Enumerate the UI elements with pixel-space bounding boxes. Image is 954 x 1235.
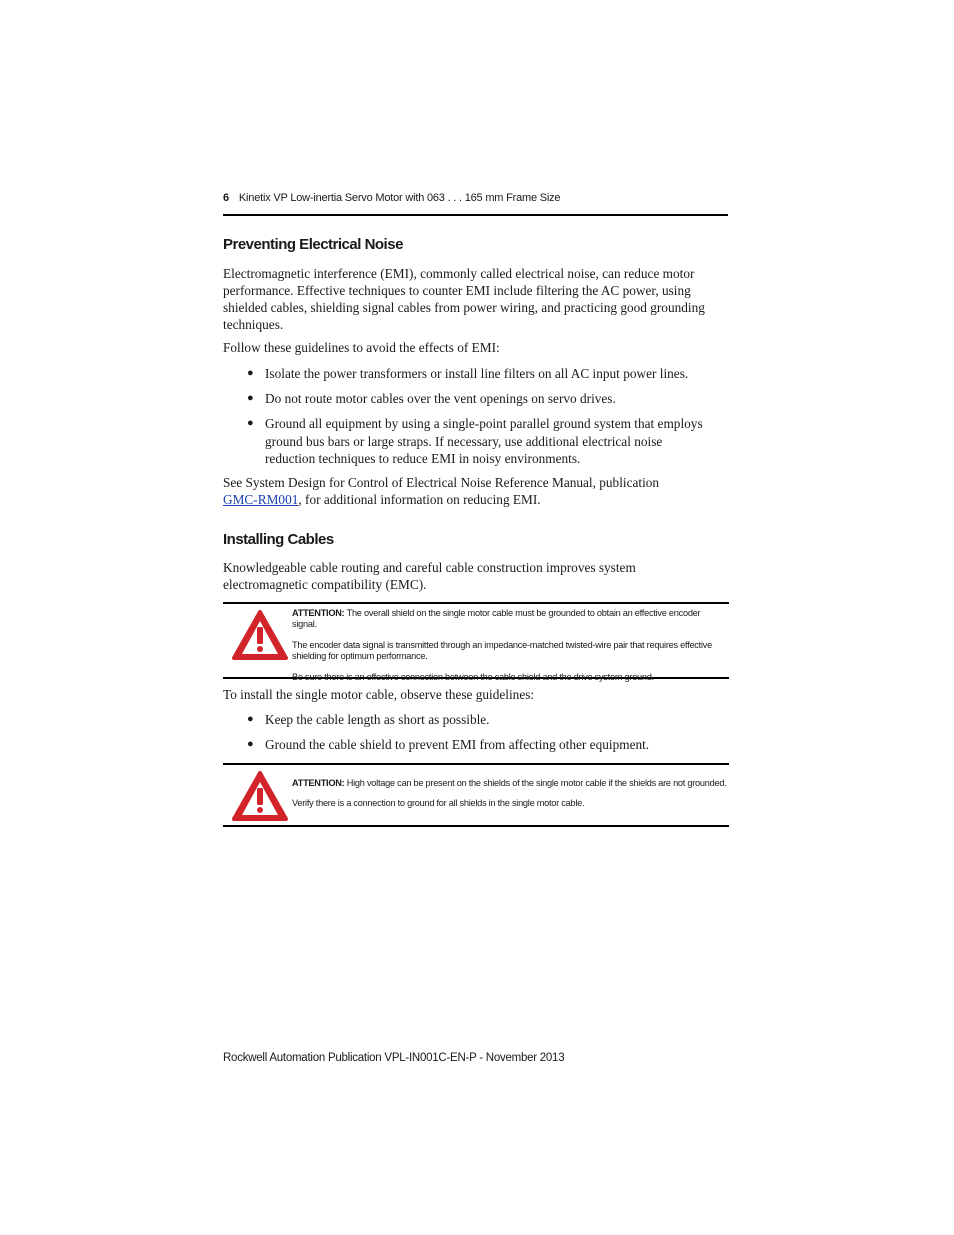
section-title-preventing-noise: Preventing Electrical Noise [223,236,403,253]
list-item: ● Keep the cable length as short as possible. [247,712,490,727]
paragraph-cable-routing: Knowledgeable cable routing and careful cable construction improves system electromagnetic compatibility (EMC). [223,560,636,592]
attention-box-high-voltage [223,763,729,827]
attention-box-encoder [223,602,729,682]
gmc-rm001-link[interactable]: GMC-RM001 [223,492,299,507]
warning-triangle-icon [231,609,289,661]
paragraph-emi-intro: Electromagnetic interference (EMI), commonly called electrical noise, can reduce motor performance. Effective techniques to counter EMI include filtering the AC power, using shielded cables, shielding signal cables from power wiring, and practicing good grounding techniques. [223,266,705,332]
list-item: ● Do not route motor cables over the vent openings on servo drives. [247,391,616,406]
attention-label: ATTENTION: [292,608,345,618]
page-number: 6 [223,192,229,204]
list-item: ● Ground the cable shield to prevent EMI from affecting other equipment. [247,737,650,752]
bullet-icon: ● [247,713,254,725]
running-header [223,192,728,204]
header-title: Kinetix VP Low-inertia Servo Motor with 063 . . . 165 mm Frame Size [238,192,561,204]
bullet-icon: ● [247,738,254,750]
bullet-icon: ● [247,392,254,404]
list-item: ● Ground all equipment by using a single-point parallel ground system that employs ground bus bars or large straps. If necessary, use additional electrical noise reduction techniques to reduce EMI in noisy environments. [247,416,703,466]
page-footer: Rockwell Automation Publication VPL-IN001C-EN-P - November 2013 [223,1052,565,1064]
paragraph-install-guidelines: To install the single motor cable, observe these guidelines: [223,687,535,702]
header-rule [223,214,728,216]
list-item: ● Isolate the power transformers or install line filters on all AC input power lines. [247,366,689,381]
section-title-installing-cables: Installing Cables [223,531,334,548]
bullet-icon: ● [247,367,254,379]
bullet-icon: ● [247,417,254,429]
paragraph-follow-guidelines: Follow these guidelines to avoid the effects of EMI: [223,340,500,355]
warning-triangle-icon [231,770,289,822]
attention-text: ATTENTION: High voltage can be present on the shields of the single motor cable if the shields are not grounded. Verify there is a connection to ground for all shields in the single motor cable. [292,778,727,808]
attention-label: ATTENTION: [292,778,345,788]
attention-text: ATTENTION: The overall shield on the single motor cable must be grounded to obtain an effective encoder signal. The encoder data signal is transmitted through an impedance-matched twisted-wire pair that requires effective shielding for optimum performance. Be sure there is an effective connection between the cable shield and the drive system ground. [292,608,712,682]
paragraph-see-reference: See System Design for Control of Electrical Noise Reference Manual, publication GMC-RM001, for additional information on reducing EMI. [223,475,660,507]
